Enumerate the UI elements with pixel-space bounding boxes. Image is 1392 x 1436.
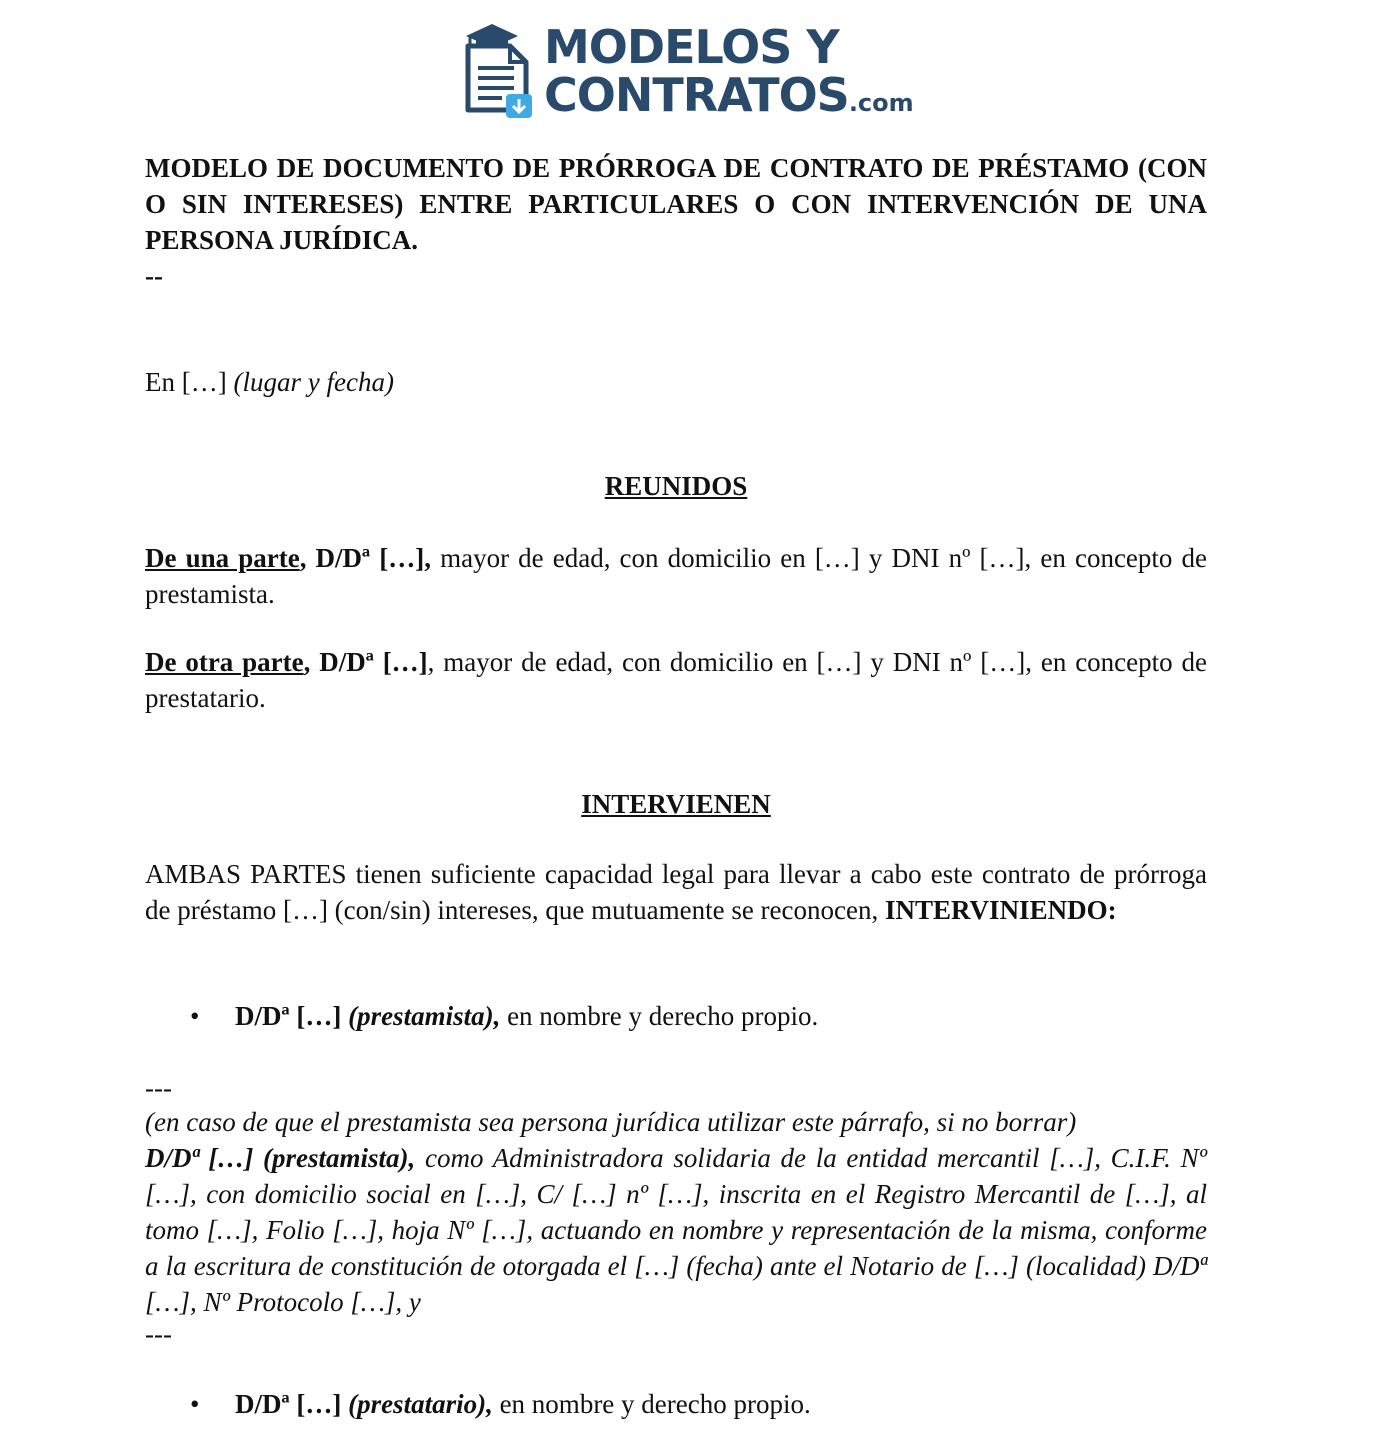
juridica-note: (en caso de que el prestamista sea persona jurídica utilizar este párrafo, si no borrar) (145, 1107, 1077, 1137)
title-separator: -- (145, 261, 163, 291)
bullet-prestatario-text (235, 1386, 811, 1422)
place-hint: (lugar y fecha) (233, 367, 394, 397)
bullet-prestamista-role: (prestamista), (348, 1001, 501, 1031)
place-prefix: En […] (145, 367, 227, 397)
bullet-prestamista-desc: en nombre y derecho propio. (500, 1001, 819, 1031)
juridica-paragraph (145, 1104, 1207, 1320)
party-one-paragraph (145, 540, 1207, 612)
ambas-partes-text: AMBAS PARTES tienen suficiente capacidad legal para llevar a cabo este contrato de prórroga de préstamo […] (con/sin) intereses, que mutuamente se reconocen, (145, 859, 1207, 925)
party-two-name: , D/Dª […] (303, 647, 428, 677)
bullet-dot: • (190, 1001, 200, 1031)
separator-1: --- (145, 1073, 172, 1103)
separator-2: --- (145, 1319, 172, 1349)
bullet-prestatario-desc: en nombre y derecho propio. (492, 1389, 811, 1419)
place-date-line (145, 364, 394, 400)
logo-line-1: MODELOS Y (544, 20, 839, 74)
bullet-prestatario-role: (prestatario), (348, 1389, 493, 1419)
party-two-label: De otra parte (145, 647, 304, 677)
interviniendo-label: INTERVINIENDO: (884, 895, 1117, 925)
party-one-label: De una parte (145, 543, 300, 573)
reunidos-heading: REUNIDOS (604, 471, 748, 501)
bullet-prestamista-name: D/Dª […] (235, 1001, 349, 1031)
juridica-text: como Administradora solidaria de la entidad mercantil […], C.I.F. Nº […], con domicilio social en […], C/ […] nº […], inscrita en el Registro Mercantil de […], al tomo […], Folio […], hoja Nº […], actuando en nombre y representación de la misma, conforme a la escritura de constitución de otorgada el […] (fecha) ante el Notario de […] (localidad) D/Dª […], Nº Protocolo […], y (145, 1143, 1207, 1317)
party-two-paragraph (145, 644, 1207, 716)
bullet-dot: • (190, 1389, 200, 1419)
party-two-text: , mayor de edad, con domicilio en […] y DNI nº […], en concepto de prestatario. (145, 647, 1207, 713)
party-one-name: , D/Dª […], (299, 543, 431, 573)
logo-brand: CONTRATOS (544, 68, 849, 122)
logo-domain-suffix: .com (848, 89, 914, 117)
intervienen-heading: INTERVIENEN (581, 789, 771, 819)
logo-line-2 (544, 68, 914, 126)
bullet-prestamista-text (235, 998, 818, 1034)
document-download-icon (462, 16, 538, 120)
document-body (145, 150, 1208, 1419)
bullet-prestatario-name: D/Dª […] (235, 1389, 349, 1419)
document-title: MODELO DE DOCUMENTO DE PRÓRROGA DE CONTRATO DE PRÉSTAMO (CON O SIN INTERESES) ENTRE PARTICULARES O CON INTERVENCIÓN DE UNA PERSONA JURÍDICA. (145, 153, 1207, 255)
party-one-text: mayor de edad, con domicilio en […] y DNI nº […], en concepto de prestamista. (145, 543, 1208, 609)
ambas-partes-paragraph (145, 856, 1207, 928)
juridica-name: D/Dª […] (prestamista), (145, 1143, 416, 1173)
